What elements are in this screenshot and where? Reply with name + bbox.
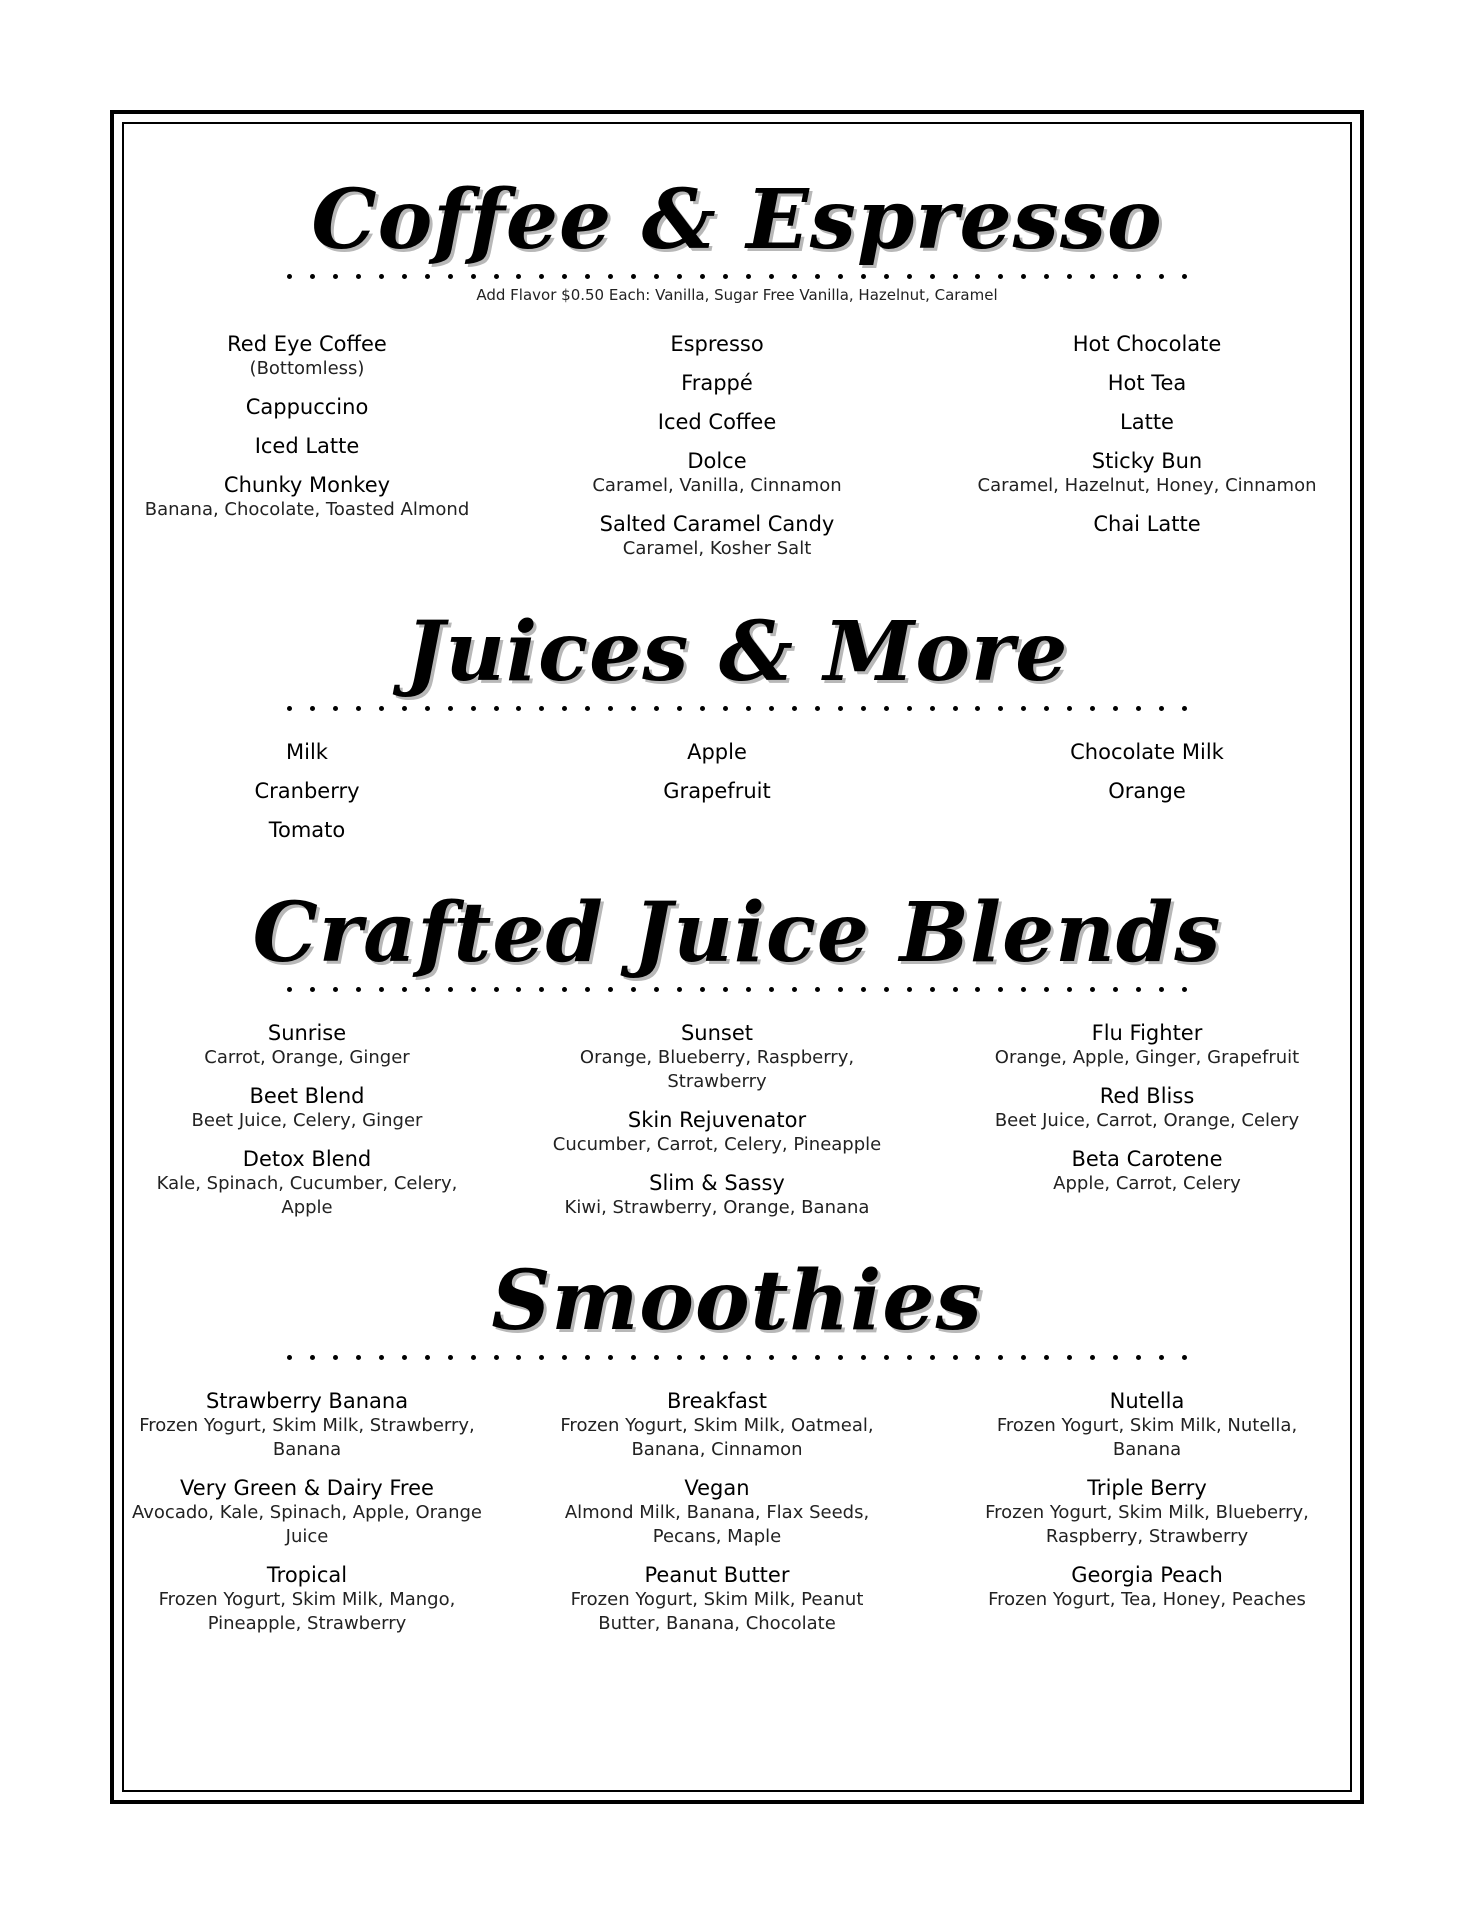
item-name: Tropical [266,1563,348,1587]
menu-column [942,1389,1352,1650]
item-name: Very Green & Dairy Free [180,1476,434,1500]
divider-dot [608,706,613,711]
divider-dot [471,1355,476,1360]
menu-item [512,512,922,561]
divider-dot [1159,1355,1164,1360]
item-name: Breakfast [667,1389,767,1413]
item-description: Banana, Chocolate, Toasted Almond [144,499,470,520]
divider-dot [884,1355,889,1360]
item-name: Strawberry Banana [205,1389,409,1413]
divider-dot [448,987,453,992]
divider-dot [975,274,980,279]
item-name: Iced Coffee [657,410,777,434]
divider-dot [907,1355,912,1360]
item-description: (Bottomless) [249,358,365,379]
menu-columns [122,1389,1352,1650]
menu-columns [122,1021,1352,1234]
divider-dot [700,987,705,992]
divider-dot [1044,274,1049,279]
divider-dot [1113,1355,1118,1360]
divider-dot [287,987,292,992]
divider-dot [953,987,958,992]
item-name: Chai Latte [1093,512,1201,536]
divider-dot [562,1355,567,1360]
menu-item [942,332,1352,357]
item-name: Vegan [684,1476,750,1500]
divider-dot [1182,1355,1187,1360]
item-name: Chocolate Milk [1070,740,1224,764]
item-description: Almond Milk, Banana, Flax Seeds, Pecans, Maple [564,1502,870,1547]
divider-dot [769,1355,774,1360]
menu-item [102,395,512,420]
divider-dot [723,1355,728,1360]
divider-dot [998,706,1003,711]
divider-dot [700,1355,705,1360]
item-description: Carrot, Orange, Ginger [204,1047,410,1068]
divider-dot [677,1355,682,1360]
divider-dot [333,987,338,992]
item-name: Tomato [268,818,346,842]
divider-dot [998,987,1003,992]
item-name: Slim & Sassy [649,1171,785,1195]
item-name: Flu Fighter [1091,1021,1203,1045]
menu-item [942,1563,1352,1612]
menu-item [512,779,922,804]
dot-divider [287,702,1187,716]
divider-dot [953,274,958,279]
divider-dot [608,1355,613,1360]
menu-item [102,779,512,804]
divider-dot [562,274,567,279]
divider-dot [562,706,567,711]
divider-dot [700,274,705,279]
divider-dot [884,706,889,711]
divider-dot [310,987,315,992]
divider-dot [1182,274,1187,279]
divider-dot [723,274,728,279]
divider-dot [448,1355,453,1360]
item-description: Caramel, Vanilla, Cinnamon [592,475,842,496]
divider-dot [448,706,453,711]
divider-dot [471,987,476,992]
divider-dot [654,274,659,279]
item-name: Skin Rejuvenator [627,1108,807,1132]
divider-dot [1113,706,1118,711]
divider-dot [677,987,682,992]
item-name: Frappé [681,371,753,395]
divider-dot [494,274,499,279]
divider-dot [539,274,544,279]
divider-dot [539,987,544,992]
divider-dot [1021,706,1026,711]
divider-dot [930,987,935,992]
divider-dot [562,987,567,992]
item-description: Caramel, Kosher Salt [622,538,812,559]
divider-dot [287,1355,292,1360]
menu-column [942,1021,1352,1234]
item-description: Frozen Yogurt, Tea, Honey, Peaches [988,1589,1306,1610]
dot-divider [287,270,1187,284]
divider-dot [1067,987,1072,992]
divider-dot [723,987,728,992]
menu-item [102,1563,512,1636]
item-name: Grapefruit [663,779,771,803]
divider-dot [907,274,912,279]
divider-dot [1021,987,1026,992]
divider-dot [998,1355,1003,1360]
section-coffee-espresso [122,170,1352,559]
menu-item [942,410,1352,435]
item-description: Orange, Apple, Ginger, Grapefruit [994,1047,1300,1068]
divider-dot [998,274,1003,279]
item-description: Frozen Yogurt, Skim Milk, Mango, Pineapple, Strawberry [158,1589,456,1634]
divider-dot [1113,274,1118,279]
divider-dot [861,706,866,711]
divider-dot [700,706,705,711]
item-description: Frozen Yogurt, Skim Milk, Blueberry, Raspberry, Strawberry [985,1502,1309,1547]
menu-item [942,449,1352,498]
menu-columns [122,740,1352,857]
divider-dot [425,987,430,992]
divider-dot [585,987,590,992]
divider-dot [723,706,728,711]
item-name: Beet Blend [249,1084,365,1108]
divider-dot [815,987,820,992]
divider-dot [402,987,407,992]
menu-item [102,434,512,459]
divider-dot [746,274,751,279]
menu-item [512,1108,922,1157]
divider-dot [930,706,935,711]
menu-item [102,1476,512,1549]
section-title: Smoothies [491,1253,983,1349]
divider-dot [1182,987,1187,992]
flavor-note: Add Flavor $0.50 Each: Vanilla, Sugar Free Vanilla, Hazelnut, Caramel [476,286,998,304]
menu-column [102,1389,512,1650]
divider-dot [1136,706,1141,711]
menu-item [512,1021,922,1094]
item-description: Orange, Blueberry, Raspberry, Strawberry [579,1047,855,1092]
divider-dot [516,987,521,992]
divider-dot [815,274,820,279]
divider-dot [884,274,889,279]
section-crafted-juice-blends [122,883,1352,1218]
item-description: Kiwi, Strawberry, Orange, Banana [564,1197,870,1218]
menu-column [102,332,512,575]
menu-item [102,1147,512,1220]
divider-dot [953,706,958,711]
divider-dot [402,274,407,279]
item-description: Frozen Yogurt, Skim Milk, Oatmeal, Banana, Cinnamon [560,1415,874,1460]
menu-column [102,1021,512,1234]
divider-dot [425,1355,430,1360]
divider-dot [356,1355,361,1360]
item-name: Sunset [680,1021,754,1045]
divider-dot [815,1355,820,1360]
menu-item [942,1021,1352,1070]
divider-dot [1182,706,1187,711]
divider-dot [631,1355,636,1360]
divider-dot [539,706,544,711]
menu-column [942,740,1352,857]
divider-dot [1044,987,1049,992]
divider-dot [1044,1355,1049,1360]
menu-item [102,818,512,843]
menu-item [512,1171,922,1220]
divider-dot [1113,987,1118,992]
section-title: Crafted Juice Blends [252,885,1222,981]
divider-dot [333,1355,338,1360]
divider-dot [1090,274,1095,279]
item-description: Beet Juice, Celery, Ginger [191,1110,423,1131]
menu-item [942,1476,1352,1549]
divider-dot [975,706,980,711]
item-name: Iced Latte [254,434,360,458]
menu-item [942,779,1352,804]
item-name: Beta Carotene [1071,1147,1223,1171]
item-name: Peanut Butter [644,1563,790,1587]
menu-column [512,740,922,857]
divider-dot [1159,274,1164,279]
divider-dot [769,987,774,992]
divider-dot [654,987,659,992]
menu-item [942,740,1352,765]
item-description: Frozen Yogurt, Skim Milk, Nutella, Banana [996,1415,1298,1460]
divider-dot [608,987,613,992]
divider-dot [494,1355,499,1360]
divider-dot [1067,706,1072,711]
menu-item [102,740,512,765]
divider-dot [356,987,361,992]
divider-dot [1090,706,1095,711]
item-description: Frozen Yogurt, Skim Milk, Strawberry, Banana [139,1415,475,1460]
item-name: Cappuccino [245,395,369,419]
section-title: Coffee & Espresso [311,172,1163,268]
divider-dot [838,706,843,711]
divider-dot [1136,987,1141,992]
item-description: Beet Juice, Carrot, Orange, Celery [994,1110,1300,1131]
divider-dot [746,987,751,992]
divider-dot [746,706,751,711]
menu-item [102,1389,512,1462]
menu-column [512,332,922,575]
divider-dot [654,1355,659,1360]
dot-divider [287,1351,1187,1365]
divider-dot [310,706,315,711]
divider-dot [769,274,774,279]
divider-dot [654,706,659,711]
menu-item [102,1021,512,1070]
divider-dot [975,1355,980,1360]
menu-item [512,1476,922,1549]
item-description: Frozen Yogurt, Skim Milk, Peanut Butter, Banana, Chocolate [570,1589,864,1634]
section-smoothies [122,1251,1352,1634]
divider-dot [494,706,499,711]
divider-dot [1021,1355,1026,1360]
divider-dot [287,706,292,711]
menu-column [512,1389,922,1650]
divider-dot [1136,274,1141,279]
divider-dot [585,706,590,711]
divider-dot [585,1355,590,1360]
item-name: Detox Blend [242,1147,372,1171]
divider-dot [539,1355,544,1360]
menu-item [942,371,1352,396]
item-name: Milk [286,740,328,764]
menu-item [512,1389,922,1462]
item-description: Apple, Carrot, Celery [1053,1173,1241,1194]
divider-dot [448,274,453,279]
divider-dot [769,706,774,711]
item-description: Kale, Spinach, Cucumber, Celery, Apple [156,1173,458,1218]
menu-item [942,1147,1352,1196]
divider-dot [907,706,912,711]
divider-dot [631,706,636,711]
divider-dot [930,1355,935,1360]
item-name: Red Bliss [1099,1084,1195,1108]
divider-dot [861,987,866,992]
divider-dot [1136,1355,1141,1360]
divider-dot [815,706,820,711]
item-name: Apple [687,740,747,764]
divider-dot [333,706,338,711]
menu-columns [122,332,1352,575]
divider-dot [838,987,843,992]
item-name: Orange [1108,779,1186,803]
divider-dot [1044,706,1049,711]
divider-dot [1090,1355,1095,1360]
divider-dot [792,274,797,279]
divider-dot [516,274,521,279]
menu-item [512,449,922,498]
divider-dot [471,706,476,711]
divider-dot [310,274,315,279]
divider-dot [1067,1355,1072,1360]
divider-dot [402,706,407,711]
item-name: Georgia Peach [1071,1563,1223,1587]
menu-column [942,332,1352,575]
item-name: Dolce [687,449,747,473]
divider-dot [516,1355,521,1360]
item-name: Sunrise [267,1021,347,1045]
menu-item [942,512,1352,537]
section-title: Juices & More [405,604,1069,700]
divider-dot [631,274,636,279]
divider-dot [975,987,980,992]
item-description: Avocado, Kale, Spinach, Apple, Orange Juice [132,1502,482,1547]
divider-dot [838,1355,843,1360]
divider-dot [402,1355,407,1360]
divider-dot [792,987,797,992]
item-name: Chunky Monkey [223,473,391,497]
divider-dot [677,706,682,711]
divider-dot [425,274,430,279]
menu-item [102,1084,512,1133]
item-description: Cucumber, Carrot, Celery, Pineapple [552,1134,882,1155]
item-name: Sticky Bun [1091,449,1203,473]
divider-dot [953,1355,958,1360]
divider-dot [516,706,521,711]
divider-dot [884,987,889,992]
divider-dot [287,274,292,279]
divider-dot [792,706,797,711]
divider-dot [1159,706,1164,711]
menu-column [512,1021,922,1234]
divider-dot [356,274,361,279]
divider-dot [1090,987,1095,992]
item-name: Latte [1120,410,1174,434]
item-name: Hot Chocolate [1072,332,1222,356]
divider-dot [1067,274,1072,279]
divider-dot [608,274,613,279]
menu-item [102,332,512,381]
item-name: Hot Tea [1107,371,1187,395]
menu-item [102,473,512,522]
divider-dot [838,274,843,279]
item-name: Red Eye Coffee [227,332,387,356]
divider-dot [471,274,476,279]
menu-column [102,740,512,857]
item-name: Triple Berry [1087,1476,1207,1500]
menu-item [512,1563,922,1636]
item-name: Nutella [1109,1389,1185,1413]
item-description: Caramel, Hazelnut, Honey, Cinnamon [977,475,1317,496]
divider-dot [861,1355,866,1360]
menu-item [512,740,922,765]
divider-dot [379,1355,384,1360]
menu-item [512,371,922,396]
dot-divider [287,983,1187,997]
divider-dot [677,274,682,279]
menu-item [512,410,922,435]
divider-dot [379,274,384,279]
divider-dot [310,1355,315,1360]
section-juices-more [122,602,1352,842]
divider-dot [792,1355,797,1360]
divider-dot [379,706,384,711]
divider-dot [356,706,361,711]
item-name: Espresso [670,332,764,356]
menu-item [512,332,922,357]
item-name: Cranberry [254,779,360,803]
divider-dot [494,987,499,992]
menu-item [942,1389,1352,1462]
divider-dot [861,274,866,279]
divider-dot [1021,274,1026,279]
divider-dot [930,274,935,279]
divider-dot [333,274,338,279]
divider-dot [746,1355,751,1360]
divider-dot [1159,987,1164,992]
item-name: Salted Caramel Candy [599,512,835,536]
menu-item [942,1084,1352,1133]
divider-dot [631,987,636,992]
divider-dot [585,274,590,279]
divider-dot [907,987,912,992]
divider-dot [425,706,430,711]
divider-dot [379,987,384,992]
